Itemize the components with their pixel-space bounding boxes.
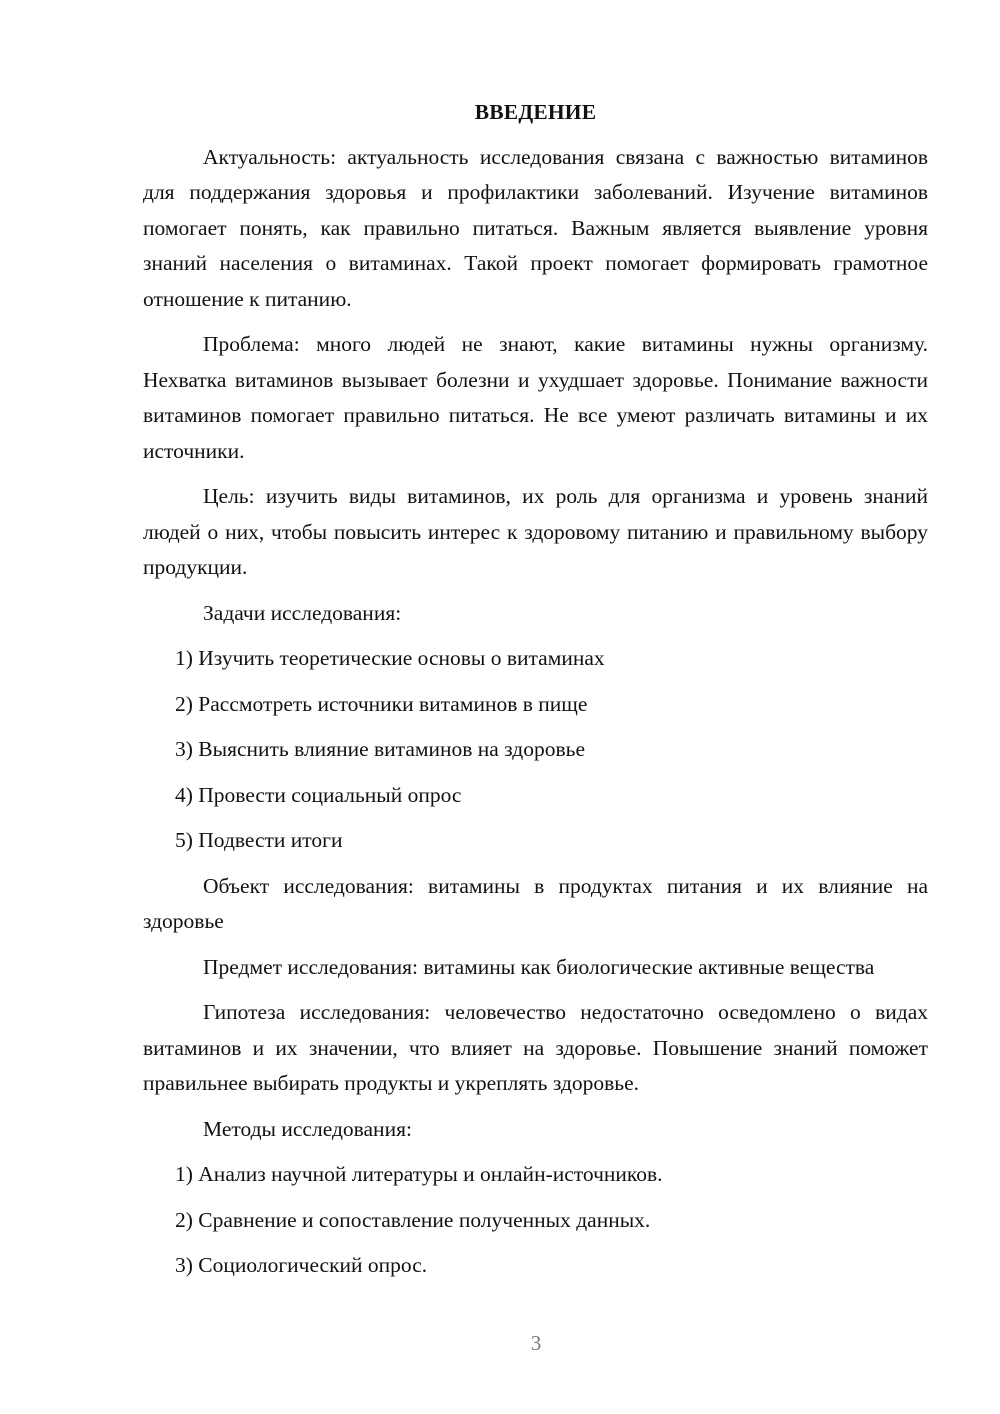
method-item: 3) Социологический опрос. bbox=[175, 1253, 428, 1277]
object-paragraph: Объект исследования: витамины в продуктах питания и их влияние на здоровье bbox=[143, 873, 928, 933]
method-item: 2) Сравнение и сопоставление полученных данных. bbox=[175, 1207, 651, 1232]
section-title: ВВЕДЕНИЕ bbox=[474, 100, 597, 124]
task-item: 3) Выяснить влияние витаминов на здоровье bbox=[175, 737, 585, 761]
methods-list bbox=[143, 1157, 928, 1284]
hypothesis-paragraph: Гипотеза исследования: человечество недостаточно осведомлено о видах витаминов и их значении, что влияет на здоровье. Повышение знаний поможет правильнее выбирать продукты и укреплять здоровье. bbox=[143, 1000, 928, 1095]
page-content bbox=[143, 95, 928, 1294]
problem-paragraph: Проблема: много людей не знают, какие витамины нужны организму. Нехватка витаминов вызывает болезни и ухудшает здоровье. Понимание важности витаминов помогает правильно питаться. Не все умеют различать витамины и их источники. bbox=[143, 332, 928, 463]
relevance-paragraph: Актуальность: актуальность исследования связана с важностью витаминов для поддержания здоровья и профилактики заболеваний. Изучение витаминов помогает понять, как правильно питаться. Важным является выявление уровня знаний населения о витаминах. Такой проект помогает формировать грамотное отношение к питанию. bbox=[143, 144, 928, 311]
task-item: 1) Изучить теоретические основы о витаминах bbox=[175, 646, 605, 670]
methods-label: Методы исследования: bbox=[203, 1116, 412, 1141]
tasks-list bbox=[143, 641, 928, 859]
task-item: 2) Рассмотреть источники витаминов в пище bbox=[175, 691, 588, 716]
page-number: 3 bbox=[530, 1331, 542, 1355]
subject-paragraph: Предмет исследования: витамины как биологические активные вещества bbox=[203, 954, 875, 979]
method-item: 1) Анализ научной литературы и онлайн-источников. bbox=[175, 1162, 663, 1186]
goal-paragraph: Цель: изучить виды витаминов, их роль для организма и уровень знаний людей о них, чтобы повысить интерес к здоровому питанию и правильному выбору продукции. bbox=[143, 484, 928, 579]
tasks-label: Задачи исследования: bbox=[203, 600, 402, 625]
task-item: 4) Провести социальный опрос bbox=[175, 782, 462, 807]
task-item: 5) Подвести итоги bbox=[175, 828, 343, 852]
